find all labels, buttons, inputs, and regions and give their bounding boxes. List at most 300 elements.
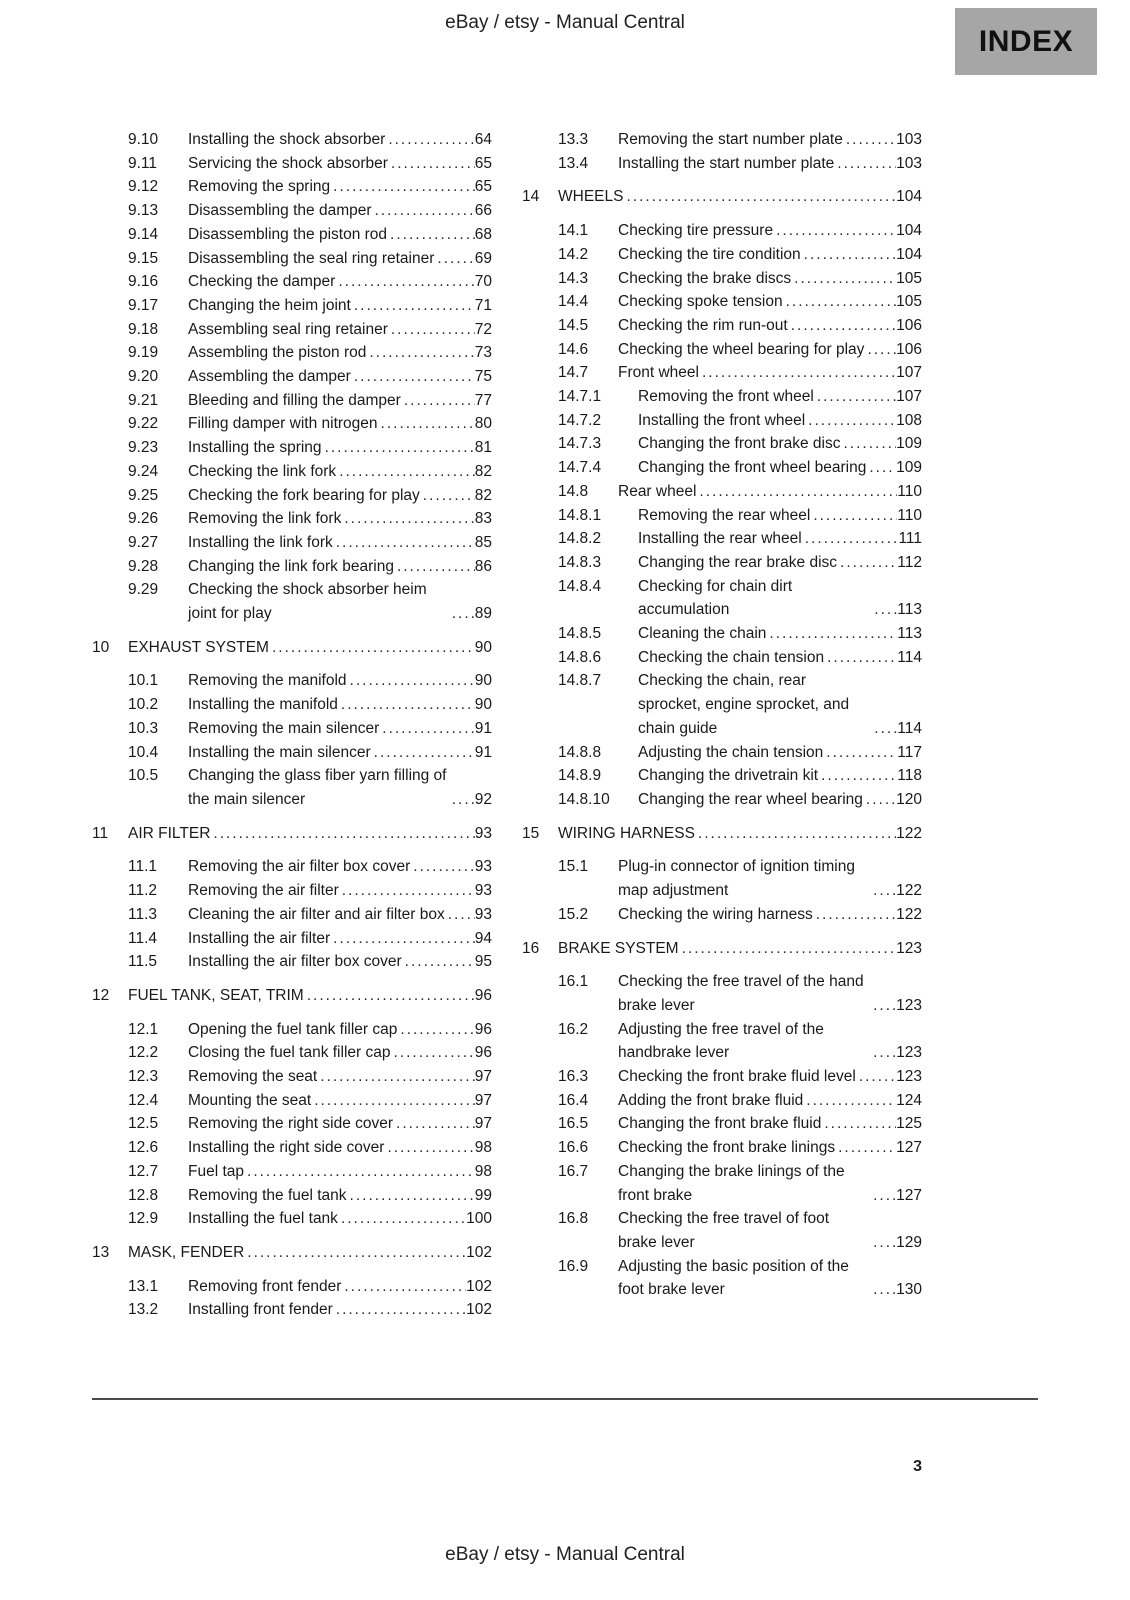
toc-entry [128, 555, 492, 579]
dot-leader [870, 1184, 896, 1208]
toc-entry-number: 9.28 [128, 557, 159, 575]
dot-leader [445, 903, 475, 927]
toc-column-left [92, 128, 492, 1322]
toc-entry [128, 1136, 492, 1160]
toc-entry [558, 622, 922, 646]
toc-entry [522, 822, 922, 846]
toc-entry [558, 903, 922, 927]
toc-entry-number: 12.1 [128, 1020, 159, 1038]
toc-entry-title: Checking spoke tension [618, 293, 783, 311]
toc-entry-page: 89 [474, 605, 492, 623]
toc-entry-title: Rear wheel [618, 482, 697, 500]
toc-entry-title: Checking the damper [188, 273, 336, 291]
dot-leader [341, 1275, 466, 1299]
dot-leader [856, 1065, 896, 1089]
toc-entry-number: 9.13 [128, 202, 159, 220]
toc-entry-title: Changing the front brake fluid [618, 1115, 822, 1133]
toc-entry-page: 105 [896, 269, 922, 287]
toc-entry-number: 9.23 [128, 439, 159, 457]
toc-entry-number: 11.4 [128, 929, 158, 947]
toc-entry-number: 16.4 [558, 1091, 589, 1109]
dot-leader [388, 152, 475, 176]
toc-entry-number: 9.24 [128, 462, 159, 480]
toc-entry [558, 1207, 922, 1254]
toc-entry-page: 93 [474, 824, 492, 842]
toc-entry-page: 106 [896, 340, 922, 358]
toc-entry-title: WIRING HARNESS [558, 824, 695, 842]
toc-entry-title: Removing the fuel tank [188, 1186, 347, 1204]
toc-entry-number: 9.15 [128, 249, 159, 267]
toc-entry [128, 175, 492, 199]
toc-entry-title: Removing the manifold [188, 672, 347, 690]
toc-entry [128, 484, 492, 508]
toc-entry-title: Installing the main silencer [188, 743, 371, 761]
toc-entry [128, 199, 492, 223]
toc-entry-page: 94 [474, 929, 492, 947]
toc-entry [128, 1207, 492, 1231]
toc-entry-number: 16.8 [558, 1210, 589, 1228]
toc-entry-title: Removing the air filter [188, 882, 339, 900]
toc-entry-number: 9.26 [128, 510, 159, 528]
toc-entry [128, 1184, 492, 1208]
dot-leader [244, 1160, 475, 1184]
toc-entry-page: 81 [474, 439, 492, 457]
toc-entry-title: Removing the air filter box cover [188, 858, 411, 876]
toc-entry-page: 103 [896, 154, 922, 172]
dot-leader [366, 341, 474, 365]
toc-entry-title: Installing the air filter [188, 929, 331, 947]
toc-entry-title: Installing the spring [188, 439, 322, 457]
toc-entry-page: 90 [474, 638, 492, 656]
toc-entry-page: 96 [474, 1044, 492, 1062]
toc-entry [558, 527, 922, 551]
dot-leader [840, 432, 896, 456]
toc-entry-page: 82 [474, 462, 492, 480]
dot-leader [385, 128, 474, 152]
dot-leader [835, 1136, 896, 1160]
toc-entry-page: 91 [474, 743, 492, 761]
toc-entry-title: Assembling the damper [188, 368, 351, 386]
toc-entry-page: 98 [474, 1139, 492, 1157]
dot-leader [870, 994, 896, 1018]
toc-entry [92, 984, 492, 1008]
dot-leader [870, 1231, 896, 1255]
toc-entry-title: Checking the front brake fluid level [618, 1068, 856, 1086]
toc-entry [558, 409, 922, 433]
toc-entry-page: 122 [896, 824, 922, 842]
toc-entry-title: Installing the fuel tank [188, 1210, 338, 1228]
toc-entry-title: Installing front fender [188, 1301, 333, 1319]
dot-leader [341, 507, 474, 531]
toc-entry [128, 764, 492, 811]
toc-entry-number: 14.8.7 [558, 672, 602, 690]
toc-entry-title: Removing the rear wheel [638, 506, 811, 524]
dot-leader [696, 480, 897, 504]
toc-entry-title: Checking the shock absorber heim joint for play [188, 581, 427, 623]
toc-entry-number: 16.1 [558, 973, 589, 991]
toc-entry-title: Assembling seal ring retainer [188, 320, 388, 338]
dot-leader [351, 365, 475, 389]
toc-entry-page: 124 [896, 1091, 922, 1109]
toc-entry-page: 111 [898, 530, 922, 548]
toc-entry [558, 575, 922, 622]
toc-entry-page: 82 [474, 486, 492, 504]
toc-entry-page: 114 [897, 648, 922, 666]
toc-entry-title: Opening the fuel tank filler cap [188, 1020, 398, 1038]
toc-entry [558, 1160, 922, 1207]
toc-entry-page: 77 [474, 391, 492, 409]
toc-entry [558, 1089, 922, 1113]
toc-entry-number: 10.2 [128, 696, 159, 714]
dot-leader [371, 741, 475, 765]
toc-entry [128, 717, 492, 741]
toc-entry-title: Installing the shock absorber [188, 131, 386, 148]
toc-entry-page: 120 [896, 790, 922, 808]
dot-leader [347, 669, 475, 693]
toc-entry [128, 578, 492, 625]
toc-entry [558, 646, 922, 670]
dot-leader [871, 717, 897, 741]
dot-leader [210, 822, 474, 846]
toc-entry [128, 1089, 492, 1113]
toc-entry [128, 128, 492, 152]
toc-entry-page: 96 [474, 1020, 492, 1038]
toc-entry [128, 436, 492, 460]
toc-entry [92, 822, 492, 846]
toc-entry-number: 16.9 [558, 1257, 589, 1275]
toc-entry [128, 389, 492, 413]
toc-entry [558, 480, 922, 504]
toc-entry-number: 14.3 [558, 269, 589, 287]
toc-entry-title: Changing the rear brake disc [638, 553, 838, 571]
toc-entry [558, 243, 922, 267]
toc-entry-page: 97 [474, 1068, 492, 1086]
toc-entry [128, 1018, 492, 1042]
toc-entry [558, 267, 922, 291]
toc-entry-number: 11 [92, 824, 109, 842]
toc-entry [128, 1275, 492, 1299]
toc-entry-page: 103 [896, 131, 922, 148]
toc-entry-number: 15.2 [558, 905, 589, 923]
toc-entry-title: AIR FILTER [128, 824, 211, 842]
toc-entry-title: Changing the drivetrain kit [638, 767, 819, 785]
dot-leader [304, 984, 475, 1008]
toc-entry-title: Changing the brake linings of the front brake [618, 1162, 845, 1204]
toc-entry-number: 9.22 [128, 415, 159, 433]
toc-entry-title: Cleaning the air filter and air filter box [188, 905, 445, 923]
toc-entry [128, 741, 492, 765]
toc-entry [92, 1241, 492, 1265]
toc-entry-page: 122 [896, 905, 922, 923]
dot-leader [401, 389, 475, 413]
dot-leader [788, 314, 896, 338]
toc-entry-title: Installing the front wheel [638, 411, 806, 429]
toc-entry-number: 9.27 [128, 533, 159, 551]
toc-entry-page: 102 [466, 1243, 492, 1261]
toc-entry [558, 1065, 922, 1089]
dot-leader [338, 1207, 466, 1231]
toc-entry-number: 12.3 [128, 1068, 159, 1086]
toc-entry-title: Adjusting the free travel of the handbrake lever [618, 1020, 824, 1062]
toc-entry-page: 65 [474, 178, 492, 196]
toc-entry [558, 219, 922, 243]
toc-entry-page: 73 [474, 344, 492, 362]
toc-entry [128, 669, 492, 693]
toc-entry-title: Changing the front brake disc [638, 435, 841, 453]
toc-entry [128, 1160, 492, 1184]
dot-leader [372, 199, 475, 223]
toc-entry [128, 270, 492, 294]
toc-entry [558, 314, 922, 338]
dot-leader [397, 1018, 474, 1042]
dot-leader [864, 338, 896, 362]
toc-entry-page: 71 [474, 296, 492, 314]
toc-entry-number: 12.9 [128, 1210, 159, 1228]
index-tab: INDEX [955, 8, 1097, 75]
toc-entry-page: 117 [897, 743, 922, 761]
toc-entry-title: Checking tire pressure [618, 222, 774, 240]
dot-leader [823, 741, 897, 765]
toc-entry-number: 9.18 [128, 320, 159, 338]
toc-entry-number: 14.5 [558, 316, 589, 334]
dot-leader [810, 504, 897, 528]
dot-leader [773, 219, 896, 243]
toc-entry-title: MASK, FENDER [128, 1243, 245, 1261]
dot-leader [871, 598, 897, 622]
dot-leader [338, 693, 475, 717]
toc-entry-page: 64 [474, 131, 492, 148]
toc-entry-title: Bleeding and filling the damper [188, 391, 401, 409]
toc-entry-page: 129 [896, 1233, 922, 1251]
toc-entry-number: 10.5 [128, 767, 159, 785]
toc-entry-title: Adding the front brake fluid [618, 1091, 804, 1109]
dot-leader [390, 1041, 474, 1065]
toc-entry-number: 16.5 [558, 1115, 589, 1133]
toc-entry-title: Removing the front wheel [638, 388, 814, 406]
toc-entry-number: 13.3 [558, 131, 589, 148]
dot-leader [866, 456, 896, 480]
toc-entry-number: 9.10 [128, 131, 159, 148]
toc-entry-page: 90 [474, 696, 492, 714]
toc-entry-number: 13.1 [128, 1277, 159, 1295]
toc-entry-title: Closing the fuel tank filler cap [188, 1044, 391, 1062]
toc-entry-number: 16.7 [558, 1162, 589, 1180]
toc-entry-number: 16 [522, 939, 540, 957]
toc-entry-number: 14.8.8 [558, 743, 602, 761]
dot-leader [394, 555, 475, 579]
toc-entry-number: 14.8.9 [558, 767, 602, 785]
toc-entry-number: 14.8 [558, 482, 589, 500]
toc-entry-title: Checking the fork bearing for play [188, 486, 420, 504]
toc-entry-title: EXHAUST SYSTEM [128, 638, 269, 656]
toc-entry-page: 104 [896, 245, 922, 263]
dot-leader [834, 152, 896, 176]
footer-divider [92, 1398, 1038, 1400]
toc-entry-number: 10 [92, 638, 110, 656]
toc-entry-page: 70 [474, 273, 492, 291]
toc-entry [128, 365, 492, 389]
toc-entry-page: 68 [474, 225, 492, 243]
toc-entry-page: 102 [466, 1301, 492, 1319]
toc-entry [128, 927, 492, 951]
toc-entry-page: 91 [474, 719, 492, 737]
toc-entry-page: 110 [897, 482, 922, 500]
dot-leader [805, 409, 896, 433]
toc-entry-page: 123 [896, 1068, 922, 1086]
dot-leader [311, 1089, 475, 1113]
toc-entry-title: Checking for chain dirt accumulation [638, 577, 793, 619]
dot-leader [336, 460, 475, 484]
toc-entry-number: 14.7.4 [558, 459, 602, 477]
toc-entry-title: Checking the wiring harness [618, 905, 813, 923]
toc-entry-title: Installing the right side cover [188, 1139, 385, 1157]
toc-entry [128, 1041, 492, 1065]
toc-entry-page: 86 [474, 557, 492, 575]
toc-entry [128, 223, 492, 247]
toc-entry [522, 937, 922, 961]
toc-entry-title: Removing the start number plate [618, 131, 843, 148]
toc-entry-title: Removing the spring [188, 178, 331, 196]
toc-entry-page: 122 [896, 882, 922, 900]
dot-leader [410, 855, 474, 879]
toc-entry [128, 294, 492, 318]
toc-entry-page: 106 [896, 316, 922, 334]
toc-entry-page: 104 [896, 222, 922, 240]
toc-entry [128, 531, 492, 555]
toc-entry-number: 9.20 [128, 368, 159, 386]
dot-leader [244, 1241, 466, 1265]
footer-doc-title: eBay / etsy - Manual Central [445, 1544, 685, 1565]
dot-leader [766, 622, 897, 646]
toc-entry-title: Installing the manifold [188, 696, 338, 714]
toc-entry-number: 12.6 [128, 1139, 159, 1157]
toc-entry-number: 13.2 [128, 1301, 159, 1319]
toc-entry-number: 15 [522, 824, 540, 842]
toc-entry-page: 97 [474, 1091, 492, 1109]
toc-entry-page: 93 [474, 858, 492, 876]
toc-entry-title: Installing the rear wheel [638, 530, 802, 548]
toc-entry-title: Fuel tap [188, 1162, 245, 1180]
toc-entry [558, 361, 922, 385]
dot-leader [269, 636, 475, 660]
toc-entry-number: 13 [92, 1243, 110, 1261]
toc-entry-title: Mounting the seat [188, 1091, 312, 1109]
toc-entry [558, 551, 922, 575]
dot-leader [378, 412, 475, 436]
dot-leader [870, 1278, 896, 1302]
toc-entry-page: 102 [466, 1277, 492, 1295]
toc-entry-title: Changing the rear wheel bearing [638, 790, 863, 808]
toc-entry-number: 14.7.3 [558, 435, 602, 453]
dot-leader [322, 436, 475, 460]
toc-entry-number: 14.8.1 [558, 506, 602, 524]
toc-entry-title: Removing the seat [188, 1068, 318, 1086]
toc-entry-page: 112 [897, 553, 922, 571]
dot-leader [387, 223, 475, 247]
toc-entry-number: 12.8 [128, 1186, 159, 1204]
toc-entry [558, 338, 922, 362]
toc-entry [128, 1298, 492, 1322]
toc-entry-number: 14.7.2 [558, 411, 602, 429]
toc-entry-title: Checking the front brake linings [618, 1139, 836, 1157]
toc-entry-number: 9.25 [128, 486, 159, 504]
toc-entry-title: Adjusting the chain tension [638, 743, 824, 761]
toc-column-right [522, 128, 922, 1302]
toc-entry [558, 432, 922, 456]
toc-entry [128, 855, 492, 879]
toc-entry [128, 1112, 492, 1136]
toc-entry-number: 12.4 [128, 1091, 159, 1109]
toc-entry [128, 341, 492, 365]
toc-entry-title: Disassembling the seal ring retainer [188, 249, 435, 267]
toc-entry-title: Checking the brake discs [618, 269, 792, 287]
toc-entry-number: 14.8.6 [558, 648, 602, 666]
toc-entry-title: Installing the air filter box cover [188, 953, 402, 971]
dot-leader [434, 247, 474, 271]
toc-entry [128, 693, 492, 717]
dot-leader [388, 318, 475, 342]
dot-leader [351, 294, 475, 318]
dot-leader [330, 927, 475, 951]
toc-entry [558, 855, 922, 902]
toc-entry-page: 123 [896, 996, 922, 1014]
toc-entry [128, 247, 492, 271]
toc-entry-title: BRAKE SYSTEM [558, 939, 679, 957]
dot-leader [679, 937, 897, 961]
dot-leader [695, 822, 896, 846]
toc-entry-page: 113 [897, 601, 922, 619]
toc-entry [92, 636, 492, 660]
toc-entry-number: 11.1 [128, 858, 158, 876]
dot-leader [818, 764, 897, 788]
dot-leader [870, 1041, 896, 1065]
toc-entry [522, 185, 922, 209]
toc-entry-title: Front wheel [618, 364, 699, 382]
toc-entry-title: Checking the rim run-out [618, 316, 788, 334]
toc-entry-number: 13.4 [558, 154, 589, 172]
toc-entry-number: 14 [522, 188, 540, 206]
toc-entry-page: 127 [896, 1186, 922, 1204]
dot-leader [791, 267, 896, 291]
toc-entry-title: Removing the main silencer [188, 719, 380, 737]
toc-entry-number: 11.5 [128, 953, 158, 971]
toc-entry-number: 10.3 [128, 719, 159, 737]
toc-entry-page: 95 [474, 953, 492, 971]
toc-entry-page: 96 [474, 986, 492, 1004]
toc-entry-page: 65 [474, 154, 492, 172]
toc-entry-page: 83 [474, 510, 492, 528]
dot-leader [379, 717, 474, 741]
dot-leader [699, 361, 896, 385]
toc-entry-page: 110 [897, 506, 922, 524]
dot-leader [384, 1136, 474, 1160]
toc-entry [558, 504, 922, 528]
toc-entry-number: 14.4 [558, 293, 589, 311]
toc-entry-title: Assembling the piston rod [188, 344, 367, 362]
toc-entry-title: FUEL TANK, SEAT, TRIM [128, 986, 304, 1004]
toc-entry-number: 10.1 [128, 672, 159, 690]
toc-entry-page: 93 [474, 882, 492, 900]
toc-entry [558, 1018, 922, 1065]
toc-entry-number: 16.3 [558, 1068, 589, 1086]
toc-entry [128, 507, 492, 531]
toc-entry-page: 109 [896, 459, 922, 477]
toc-entry [558, 290, 922, 314]
toc-entry-number: 9.11 [128, 154, 158, 172]
toc-entry-number: 11.2 [128, 882, 158, 900]
dot-leader [420, 484, 475, 508]
toc-entry-number: 9.14 [128, 225, 159, 243]
